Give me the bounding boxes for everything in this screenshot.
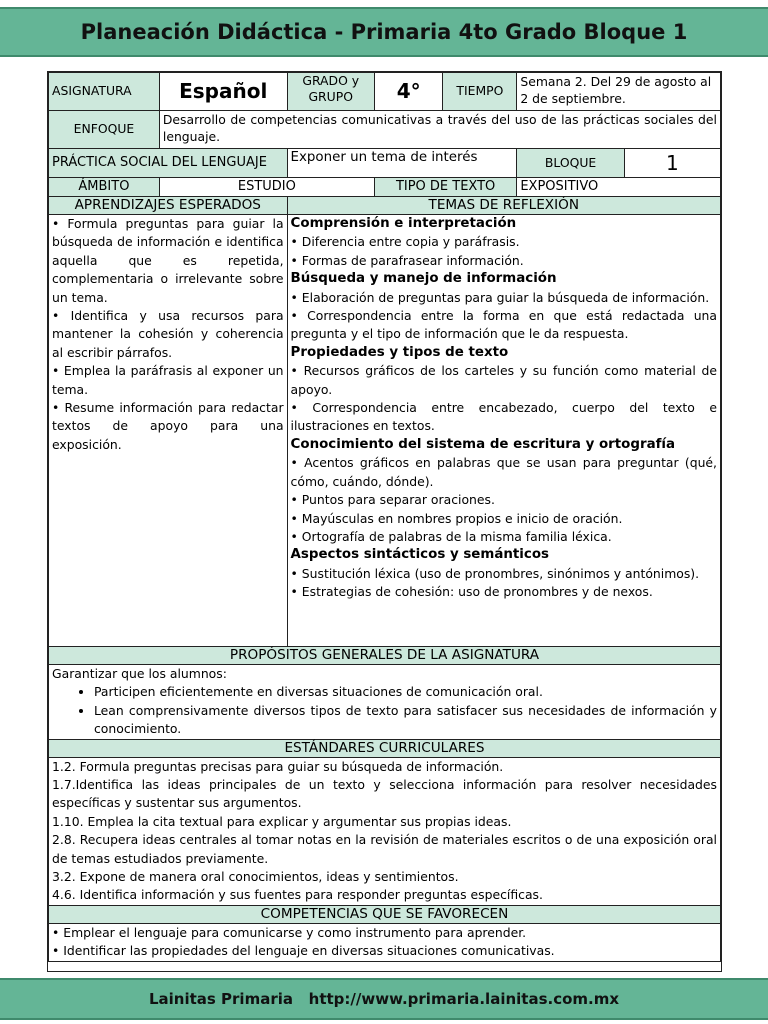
footer-text: Lainitas Primaria http://www.primaria.lainitas.com.mx: [148, 990, 620, 1008]
propositos-intro: Garantizar que los alumnos:: [52, 666, 227, 681]
propositos-content: [49, 665, 721, 740]
estandar-item: 1.10. Emplea la cita textual para explicar y argumentar sus propias ideas.: [52, 813, 512, 829]
row-competencias-heading: [49, 905, 721, 923]
page-footer-banner: [0, 978, 768, 1020]
enfoque-label: ENFOQUE: [49, 111, 160, 149]
competencia-item: • Emplear el lenguaje para comunicarse y como instrumento para aprender.: [52, 924, 527, 940]
tema-item: • Correspondencia entre encabezado, cuerpo del texto e ilustraciones en textos.: [290, 400, 717, 434]
tipo-texto-value: EXPOSITIVO: [517, 178, 721, 197]
aprendizaje-item: • Formula preguntas para guiar la búsqueda de información e identifica aquella que es repetida, complementaria o irrelevante sobre un tema.: [52, 216, 284, 305]
temas-list: [287, 215, 720, 647]
tema-section-title: Aspectos sintácticos y semánticos: [290, 547, 550, 563]
tema-section-title: Propiedades y tipos de texto: [290, 344, 509, 360]
row-ambito: [49, 178, 721, 197]
tema-item: • Elaboración de preguntas para guiar la búsqueda de información.: [290, 289, 710, 305]
tema-item: • Recursos gráficos de los carteles y su función como material de apoyo.: [290, 363, 717, 397]
ambito-label: ÁMBITO: [49, 178, 160, 197]
row-propositos: [49, 665, 721, 740]
aprendizaje-item: • Resume información para redactar textos de apoyo para una exposición.: [52, 400, 284, 452]
proposito-item: • Participen eficientemente en diversas situaciones de comunicación oral.: [94, 683, 717, 701]
page-header-banner: [0, 7, 768, 57]
practica-label: PRÁCTICA SOCIAL DEL LENGUAJE: [49, 149, 288, 178]
planning-table: [48, 72, 721, 962]
tema-section-title: Comprensión e interpretación: [290, 216, 517, 231]
row-estandares: [49, 757, 721, 905]
estandar-item: 3.2. Expone de manera oral conocimientos, ideas y sentimientos.: [52, 869, 459, 885]
competencias-heading: COMPETENCIAS QUE SE FAVORECEN: [49, 905, 721, 923]
tema-item: • Ortografía de palabras de la misma familia léxica.: [290, 528, 612, 544]
estandares-heading: ESTÁNDARES CURRICULARES: [49, 739, 721, 757]
estandar-item: 1.2. Formula preguntas precisas para guiar su búsqueda de información.: [52, 758, 504, 774]
proposito-item: • Lean comprensivamente diversos tipos de texto para satisfacer sus necesidades de información y conocimiento.: [94, 702, 717, 739]
row-estandares-heading: [49, 739, 721, 757]
page-title: Planeación Didáctica - Primaria 4to Grado Bloque 1: [80, 20, 688, 44]
row-practica: [49, 149, 721, 178]
competencia-item: • Identificar las propiedades del lenguaje en diversas situaciones comunicativas.: [52, 943, 555, 959]
tema-section-title: Búsqueda y manejo de información: [290, 271, 557, 287]
tema-item: • Sustitución léxica (uso de pronombres, sinónimos y antónimos).: [290, 565, 700, 581]
row-propositos-heading: [49, 647, 721, 665]
aprendizajes-heading: APRENDIZAJES ESPERADOS: [49, 197, 288, 215]
bloque-label: BLOQUE: [517, 149, 625, 178]
enfoque-value: Desarrollo de competencias comunicativas a través del uso de las prácticas sociales del lenguaje.: [159, 111, 720, 149]
practica-value: Exponer un tema de interés: [287, 149, 517, 178]
estandar-item: 4.6. Identifica información y sus fuentes para responder preguntas específicas.: [52, 887, 543, 903]
tema-item: • Acentos gráficos en palabras que se usan para preguntar (qué, cómo, cuándo, dónde).: [290, 455, 717, 489]
propositos-heading: PROPÓSITOS GENERALES DE LA ASIGNATURA: [49, 647, 721, 665]
bloque-value: 1: [624, 149, 720, 178]
tiempo-label: TIEMPO: [443, 73, 517, 111]
estandar-item: 2.8. Recupera ideas centrales al tomar notas en la revisión de materiales escritos o de una exposición oral de temas estudiados previamente.: [52, 832, 717, 866]
tema-section-title: Conocimiento del sistema de escritura y ortografía: [290, 436, 676, 452]
propositos-list: [52, 683, 717, 738]
tiempo-value: Semana 2. Del 29 de agosto al 2 de septiembre.: [517, 73, 721, 111]
asignatura-label: ASIGNATURA: [49, 73, 160, 111]
row-subheadings: [49, 197, 721, 215]
estandares-content: [49, 757, 721, 905]
tema-item: • Mayúsculas en nombres propios e inicio de oración.: [290, 510, 623, 526]
temas-heading: TEMAS DE REFLEXIÓN: [287, 197, 720, 215]
estandar-item: 1.7.Identifica las ideas principales de un texto y selecciona información para resolver necesidades específicas y sustentar sus argumentos.: [52, 777, 717, 811]
asignatura-value: Español: [159, 73, 287, 111]
row-content: [49, 215, 721, 647]
tipo-texto-label: TIPO DE TEXTO: [374, 178, 516, 197]
tema-item: • Formas de parafrasear información.: [290, 252, 524, 268]
aprendizajes-list: [49, 215, 288, 647]
competencias-content: [49, 923, 721, 961]
row-competencias: [49, 923, 721, 961]
grado-value: 4°: [374, 73, 443, 111]
grado-label: GRADO y GRUPO: [287, 73, 374, 111]
tema-item: • Correspondencia entre la forma en que está redactada una pregunta y el tipo de información que le da respuesta.: [290, 308, 717, 342]
ambito-value: ESTUDIO: [159, 178, 374, 197]
planning-table-frame: [47, 71, 722, 972]
row-enfoque: [49, 111, 721, 149]
tema-item: • Estrategias de cohesión: uso de pronombres y de nexos.: [290, 584, 653, 600]
tema-item: • Puntos para separar oraciones.: [290, 492, 495, 508]
aprendizaje-item: • Identifica y usa recursos para mantener la cohesión y coherencia al escribir párrafos.: [52, 308, 284, 360]
aprendizaje-item: • Emplea la paráfrasis al exponer un tema.: [52, 363, 284, 397]
tema-item: • Diferencia entre copia y paráfrasis.: [290, 234, 520, 250]
row-asignatura: [49, 73, 721, 111]
